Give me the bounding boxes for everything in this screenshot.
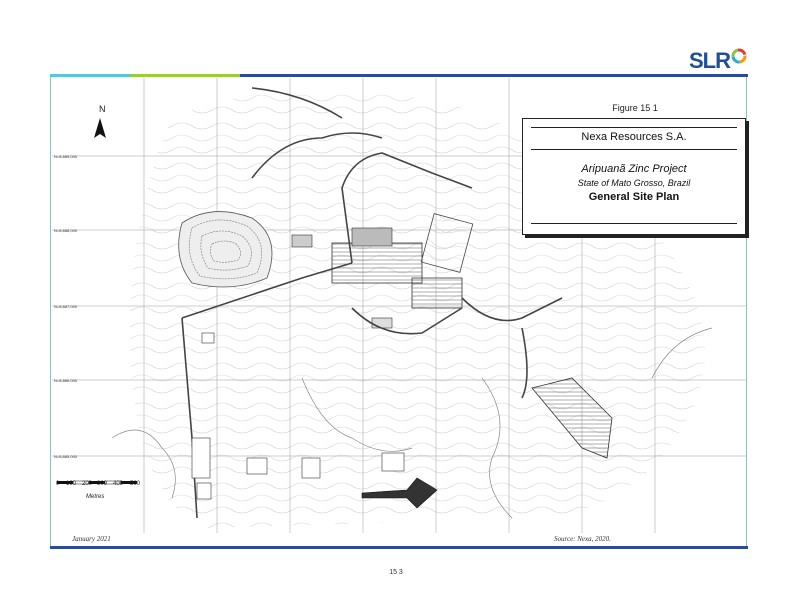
page-number: 15 3	[389, 569, 403, 576]
company-name: Nexa Resources S.A.	[581, 131, 687, 143]
grid-label: N=8,888,000	[54, 228, 78, 233]
scale-label: 100	[66, 481, 77, 487]
slr-ring-logo-icon	[729, 46, 749, 66]
grid-label: N=8,887,000	[54, 304, 78, 309]
grid-label: N=8,889,000	[54, 154, 78, 159]
project-name: Aripuanã Zinc Project	[581, 163, 687, 175]
scale-units: Metres	[86, 494, 105, 500]
slr-logo	[689, 46, 753, 76]
scale-label: 0	[56, 481, 60, 487]
figure-date: January 2021	[72, 535, 111, 543]
title-block	[522, 118, 746, 235]
north-arrow-icon	[94, 118, 106, 138]
figure-source: Source: Nexa, 2020.	[554, 535, 611, 543]
logo-text: SLR	[689, 48, 730, 73]
grid-label: N=8,885,000	[54, 454, 78, 459]
scale-label: 200	[82, 481, 93, 487]
scale-label: 400	[113, 481, 124, 487]
footer-bar	[50, 546, 748, 549]
figure-number: Figure 15 1	[612, 103, 658, 113]
tailings-facility	[179, 212, 272, 287]
north-label: N	[99, 104, 106, 114]
scale-label: 300	[97, 481, 108, 487]
plan-title: General Site Plan	[588, 191, 680, 203]
scale-label: 500	[130, 481, 141, 487]
grid-label: N=8,886,000	[54, 378, 78, 383]
project-location: State of Mato Grosso, Brazil	[577, 178, 691, 188]
